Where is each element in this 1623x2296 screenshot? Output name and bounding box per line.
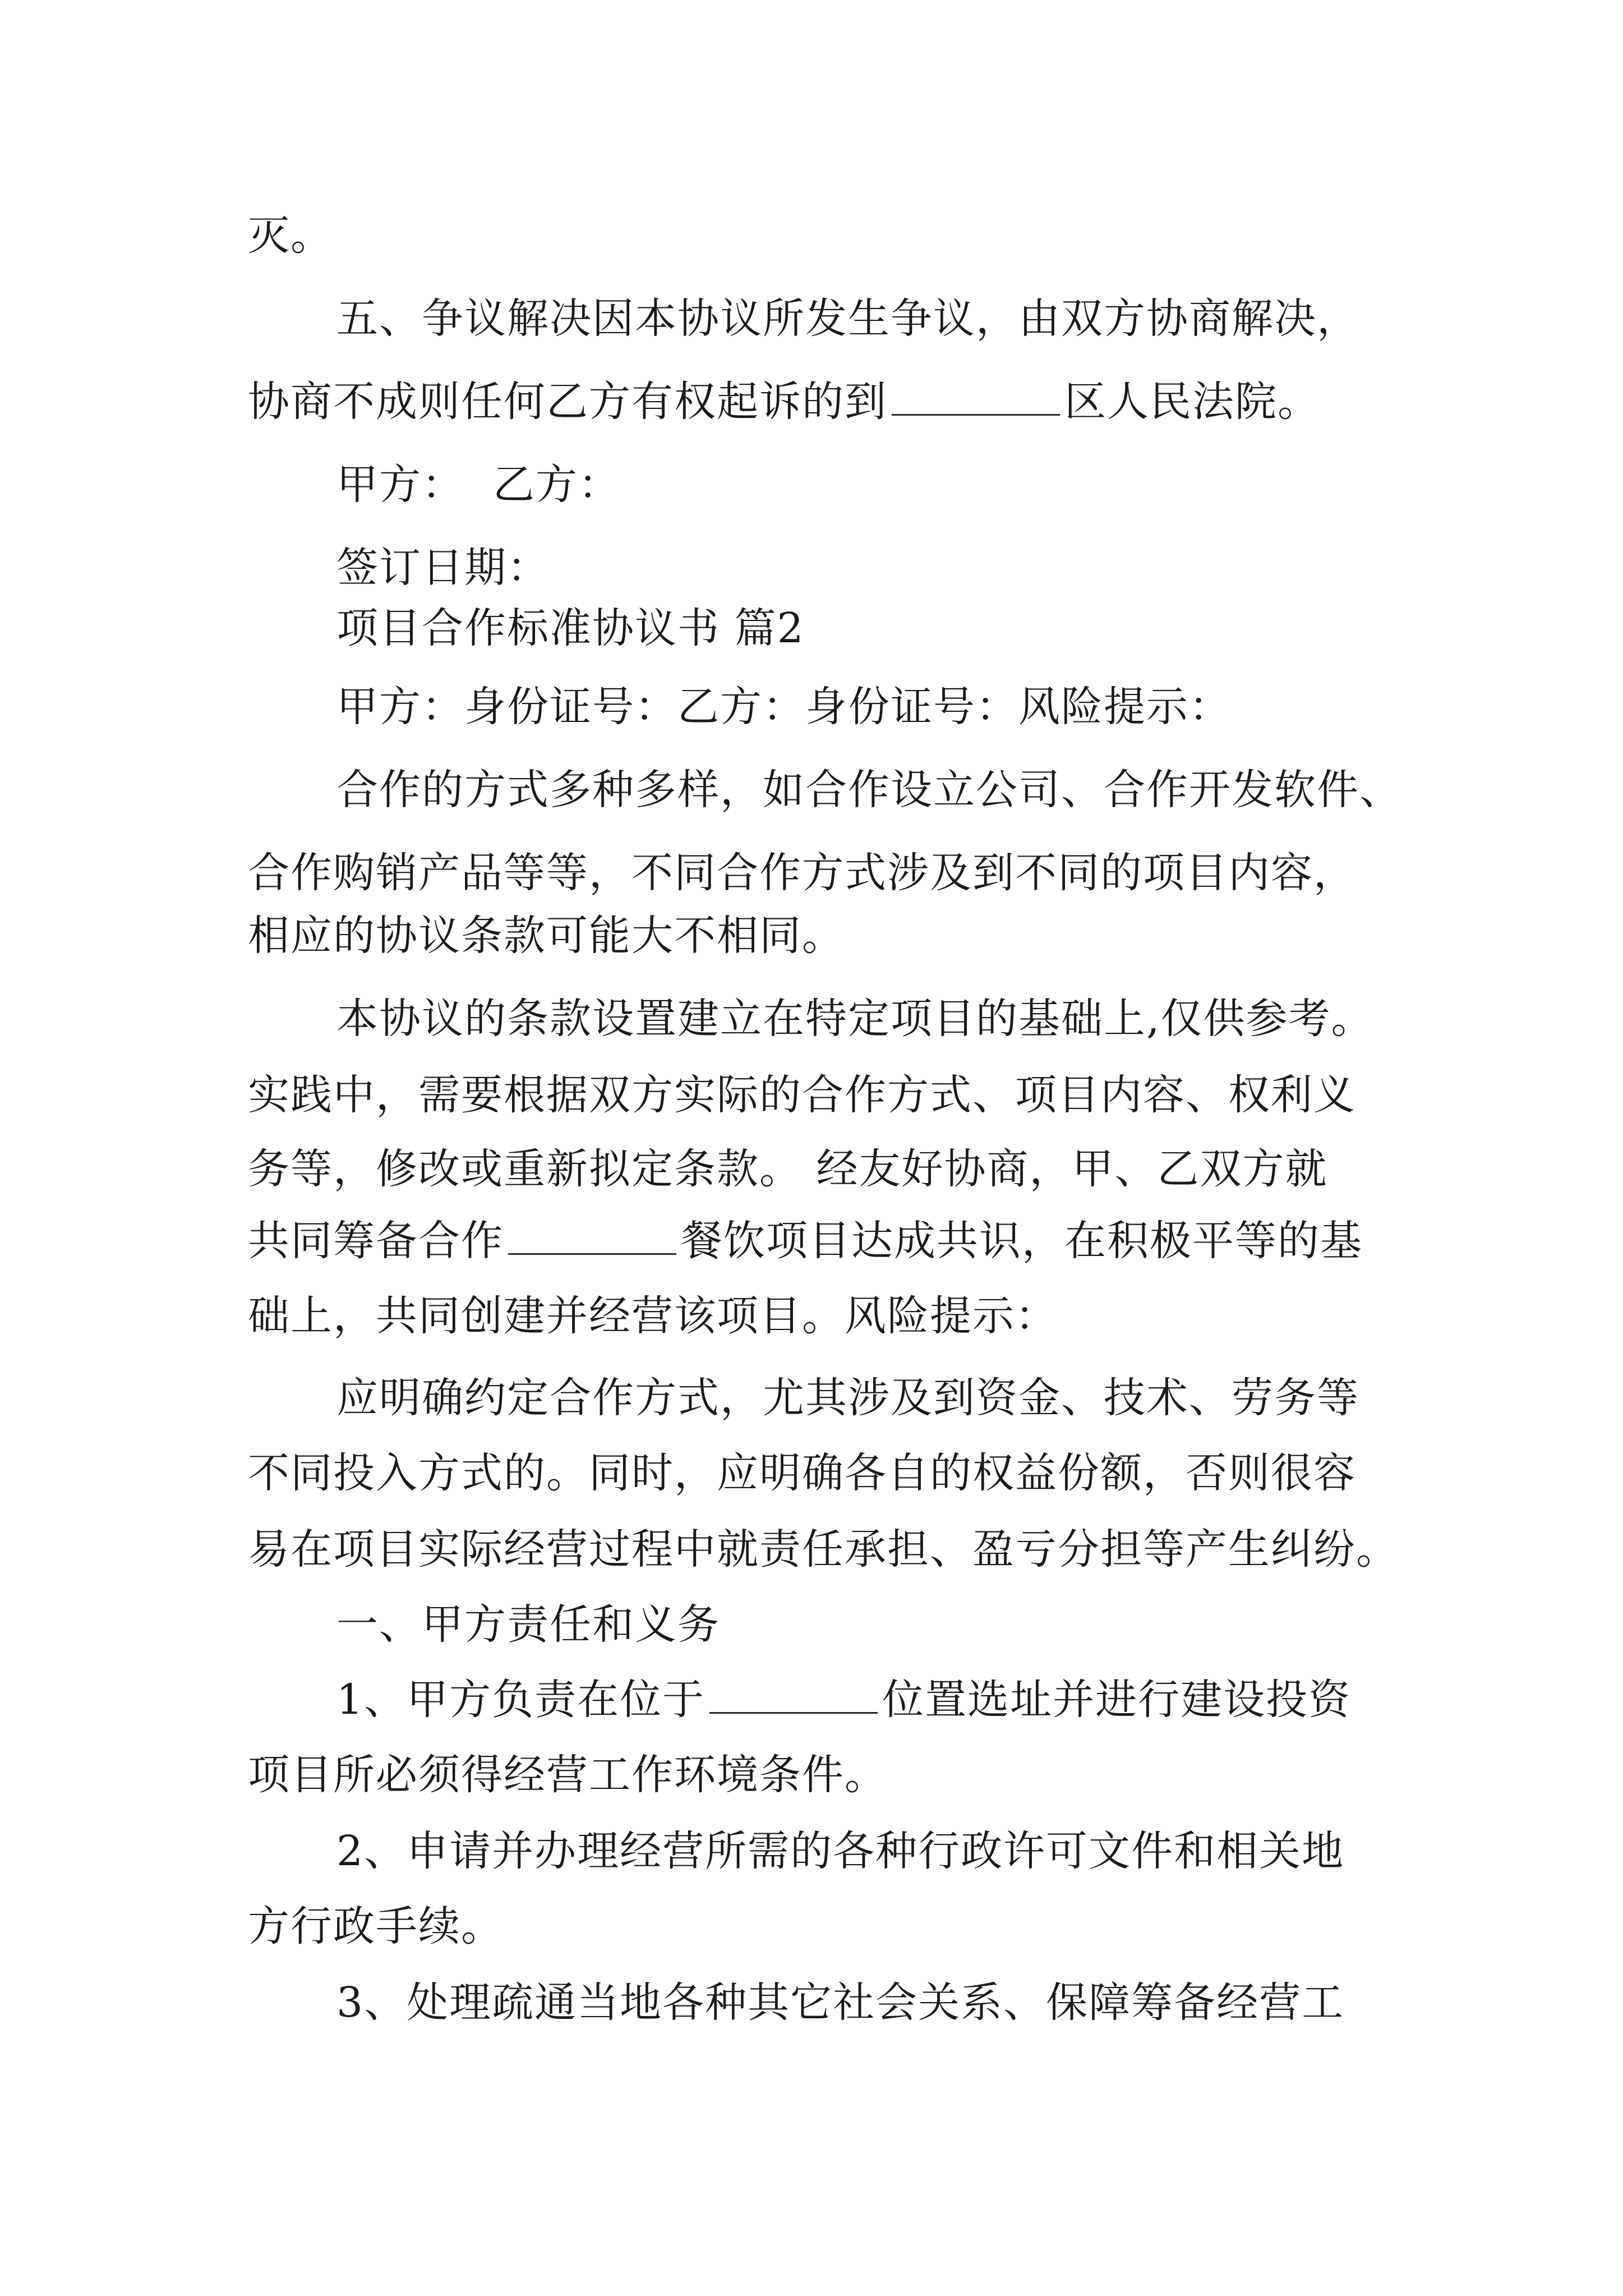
paragraph-line (336, 1596, 720, 1653)
paragraph-line (336, 291, 1359, 347)
paragraph-line (336, 1672, 1351, 1728)
paragraph-line (248, 1067, 1356, 1123)
paragraph-line (248, 845, 1356, 901)
paragraph-line (248, 908, 845, 964)
text-span: 餐饮项目达成共识，在积极平等的基 (681, 1217, 1363, 1265)
text-span: 实践中，需要根据双方实际的合作方式、项目内容、权利义 (248, 1071, 1356, 1119)
paragraph-line (336, 1823, 1344, 1879)
text-span: 灭。 (248, 211, 333, 260)
paragraph-line (248, 1445, 1356, 1501)
text-span: 合作购销产品等等，不同合作方式涉及到不同的项目内容， (248, 849, 1356, 897)
paragraph-line (336, 762, 1402, 818)
text-span: 应明确约定合作方式，尤其涉及到资金、技术、劳务等 (336, 1374, 1359, 1422)
text-span: 位置选址并进行建设投资 (882, 1676, 1352, 1724)
text-span: 相应的协议条款可能大不相同。 (248, 912, 845, 960)
text-span: 五、争议解决因本协议所发生争议，由双方协商解决， (336, 295, 1359, 343)
text-span: 础上，共同创建并经营该项目。风险提示： (248, 1292, 1058, 1340)
text-span: 本协议的条款设置建立在特定项目的基础上,仅供参考。 (336, 995, 1374, 1043)
text-span: 易在项目实际经营过程中就责任承担、盈亏分担等产生纠纷。 (248, 1525, 1399, 1573)
paragraph-line (336, 679, 1232, 735)
text-span: 1、甲方负责在位于 (336, 1676, 706, 1724)
section-heading (336, 600, 805, 656)
text-span: 甲方：身份证号：乙方：身份证号：风险提示： (336, 683, 1232, 731)
paragraph-line (248, 1141, 1328, 1197)
text-span: 协商不成则任何乙方有权起诉的到 (248, 378, 887, 426)
text-span: 方行政手续。 (248, 1902, 504, 1950)
paragraph-line (248, 1521, 1399, 1577)
text-span: 不同投入方式的。同时，应明确各自的权益份额，否则很容 (248, 1449, 1356, 1497)
paragraph-line (248, 1898, 504, 1954)
text-span: 甲方： 乙方： (336, 461, 621, 509)
fill-in-blank (709, 1673, 878, 1714)
paragraph-line (336, 1370, 1359, 1426)
text-span: 签订日期： (336, 544, 550, 592)
text-span: 合作的方式多种多样，如合作设立公司、合作开发软件、 (336, 766, 1402, 814)
party-signature-line (336, 457, 621, 513)
paragraph-line (248, 1288, 1058, 1344)
text-span: 3、处理疏通当地各种其它社会关系、保障筹备经营工 (336, 1978, 1345, 2027)
paragraph-line (248, 374, 1320, 430)
text-span: 共同筹备合作 (248, 1217, 504, 1265)
text-span: 区人民法院。 (1064, 378, 1320, 426)
text-span: 务等，修改或重新拟定条款。 经友好协商，甲、乙双方就 (248, 1145, 1328, 1193)
text-span: 一、甲方责任和义务 (336, 1600, 720, 1649)
text-span: 项目所必须得经营工作环境条件。 (248, 1751, 887, 1799)
paragraph-line (248, 208, 333, 264)
fill-in-blank (892, 375, 1060, 416)
signing-date-line (336, 540, 550, 596)
paragraph-line (248, 1213, 1363, 1269)
paragraph-line (336, 991, 1374, 1047)
fill-in-blank (508, 1214, 676, 1255)
text-span: 2、申请并办理经营所需的各种行政许可文件和相关地 (336, 1827, 1345, 1875)
paragraph-line (336, 1975, 1344, 2031)
text-span: 项目合作标准协议书 篇2 (336, 604, 805, 652)
paragraph-line (248, 1747, 887, 1803)
